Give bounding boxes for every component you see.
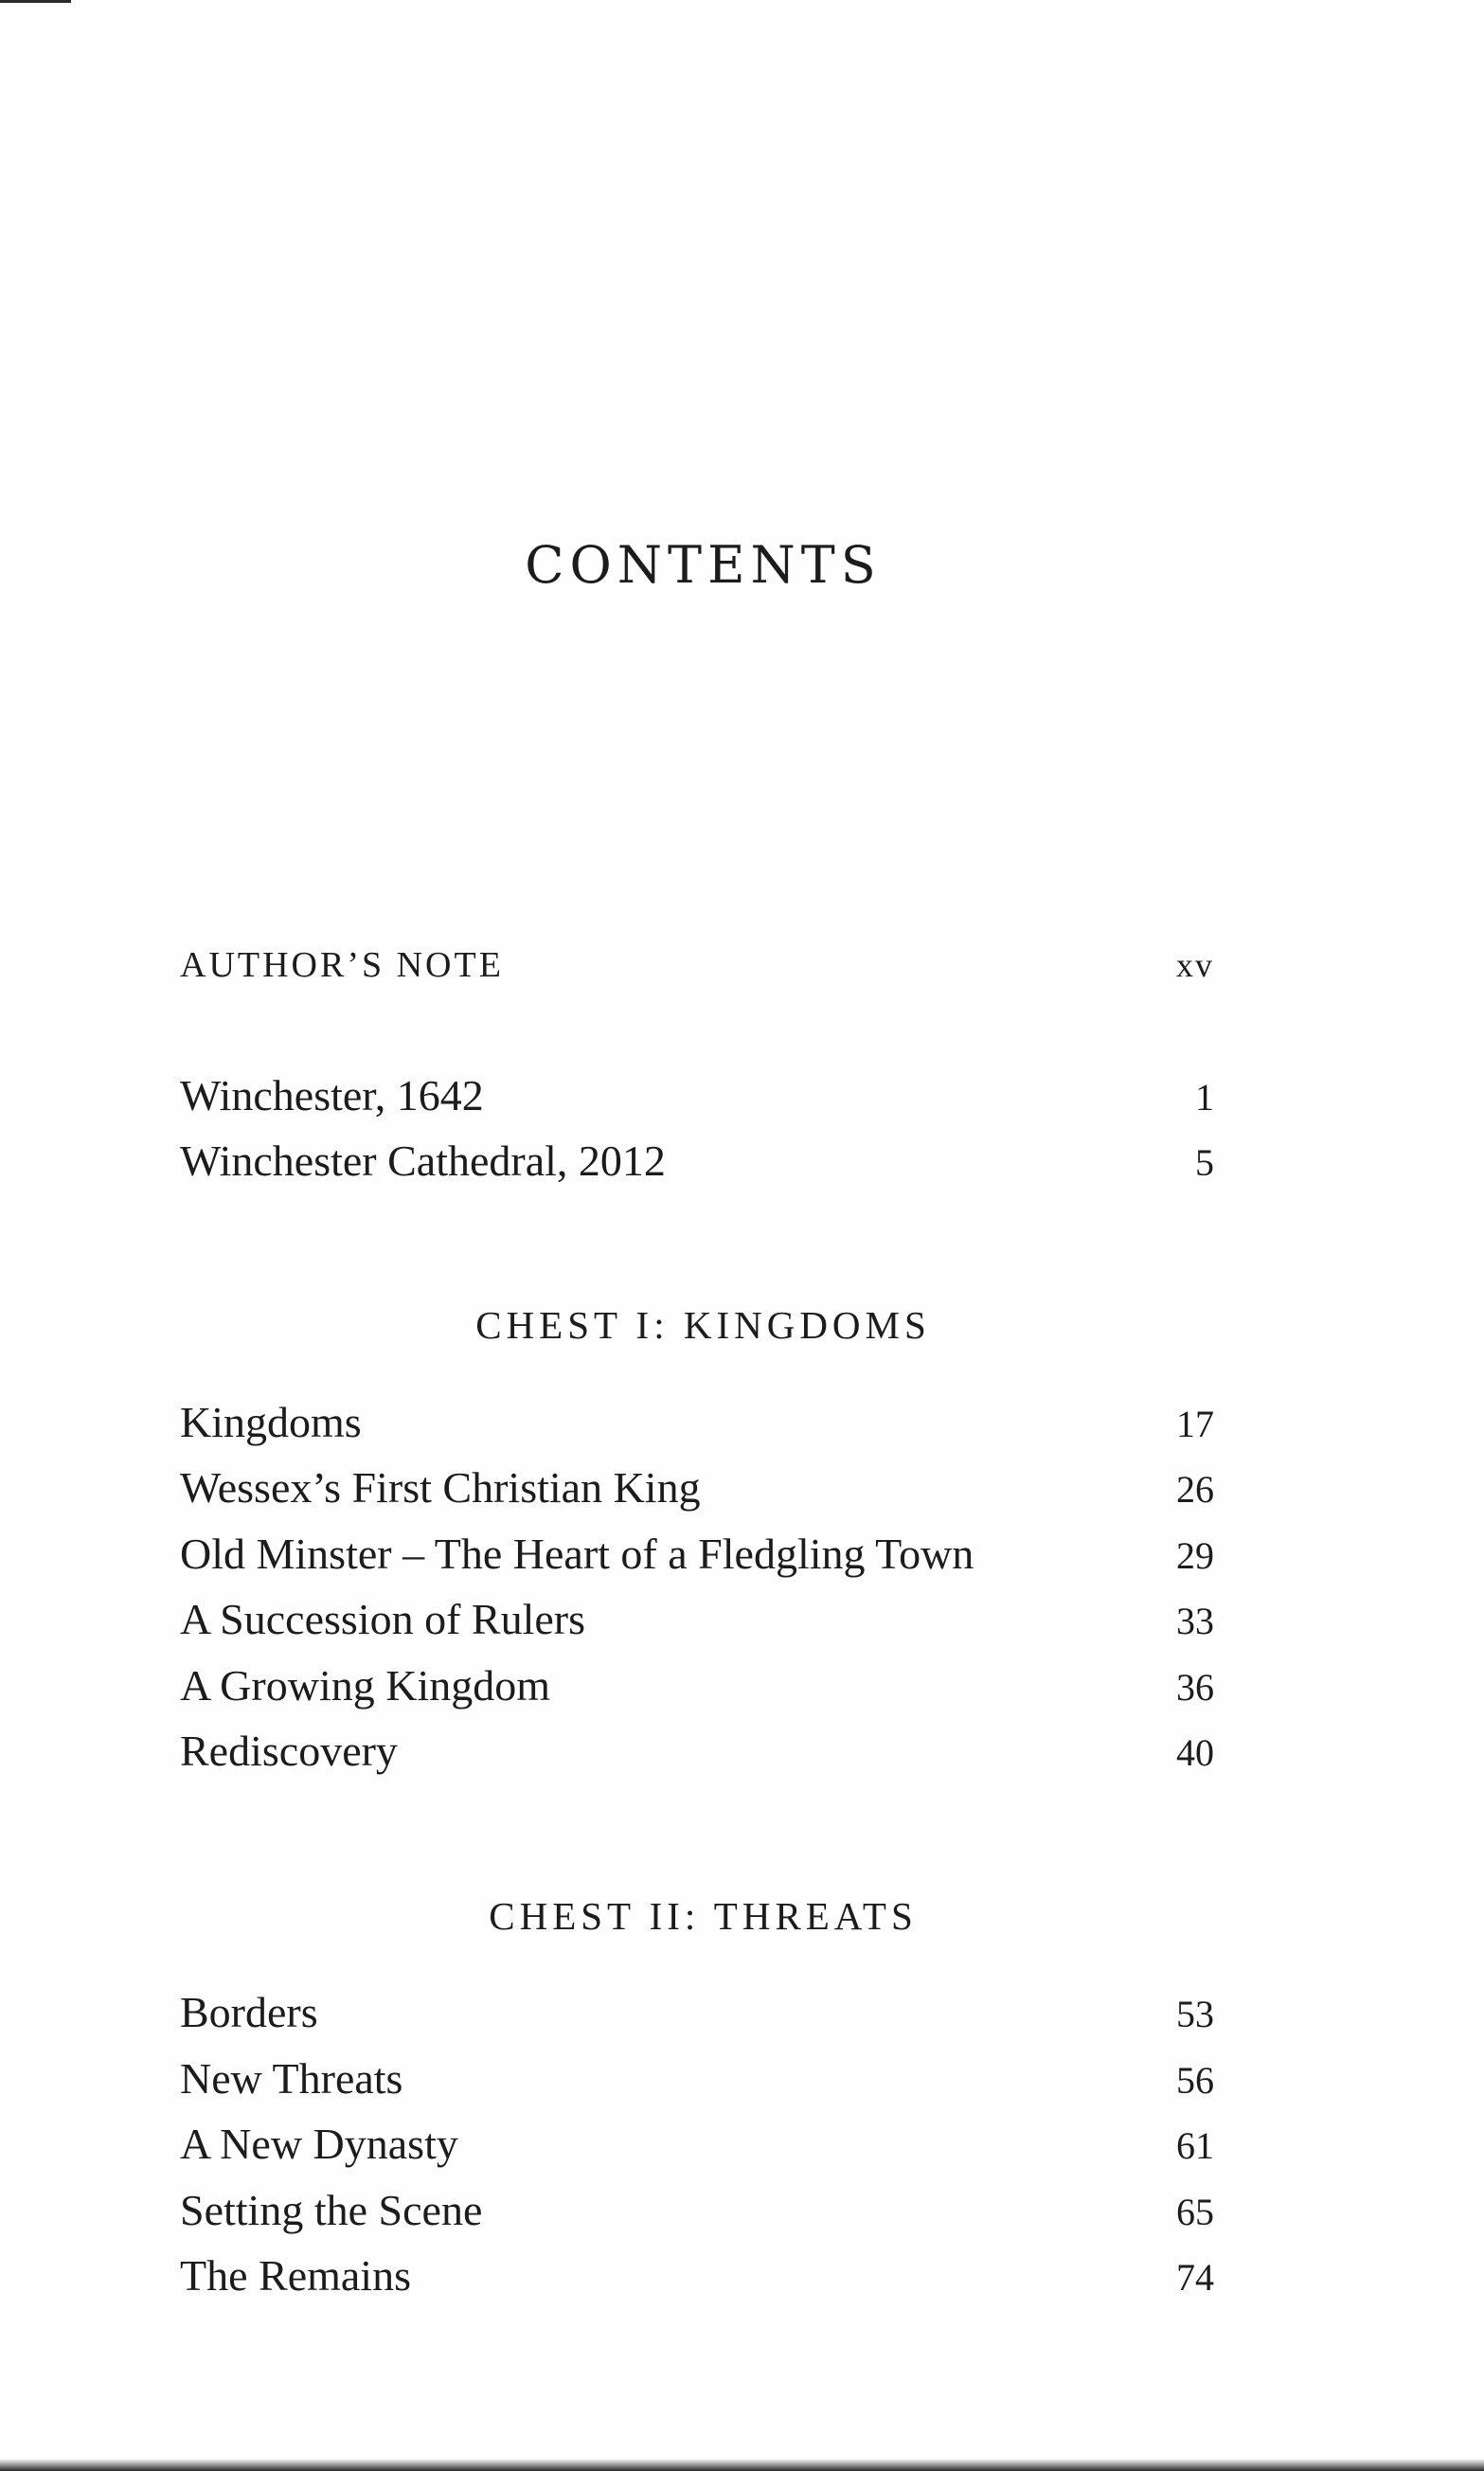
toc-entry-label: A Succession of Rulers bbox=[180, 1595, 586, 1643]
toc-entry-label: New Threats bbox=[180, 2054, 403, 2103]
toc-entry-label: Old Minster – The Heart of a Fledgling Town bbox=[180, 1530, 974, 1578]
toc-entry bbox=[180, 2184, 1214, 2239]
toc-entry-page: 17 bbox=[1176, 1403, 1214, 1445]
toc-entry bbox=[180, 1461, 1214, 1516]
toc-entry bbox=[180, 1069, 1214, 1124]
toc-entry-label: A New Dynasty bbox=[180, 2120, 458, 2168]
toc-entry-page: 29 bbox=[1176, 1534, 1214, 1577]
toc-entry-label: A Growing Kingdom bbox=[180, 1661, 550, 1710]
toc-entry-label: Borders bbox=[180, 1988, 318, 2036]
toc-entry-label: The Remains bbox=[180, 2251, 411, 2300]
toc-entry-page: 36 bbox=[1176, 1666, 1214, 1709]
toc-entry-authors-note bbox=[180, 939, 1214, 992]
page-title: CONTENTS bbox=[525, 535, 882, 595]
toc-entry bbox=[180, 2118, 1214, 2173]
toc-entry bbox=[180, 1135, 1214, 1190]
toc-entry-page: 5 bbox=[1195, 1141, 1214, 1184]
toc-entry-page: 40 bbox=[1176, 1731, 1214, 1774]
toc-entry-page: 26 bbox=[1176, 1468, 1214, 1511]
toc-entry-page: 56 bbox=[1176, 2059, 1214, 2102]
toc-entry-page: 65 bbox=[1176, 2191, 1214, 2233]
toc-entry bbox=[180, 2249, 1214, 2304]
toc-entry bbox=[180, 1396, 1214, 1451]
toc-entry-page: xv bbox=[1176, 946, 1214, 984]
toc-entry bbox=[180, 1528, 1214, 1583]
toc-entry bbox=[180, 1593, 1214, 1648]
toc-entry-label: Rediscovery bbox=[180, 1727, 398, 1775]
toc-entry-label: AUTHOR’S NOTE bbox=[180, 945, 504, 985]
section-heading-chest-2: CHEST II: THREATS bbox=[489, 1894, 918, 1938]
toc-entry-page: 53 bbox=[1176, 1993, 1214, 2035]
toc-entry-label: Winchester, 1642 bbox=[180, 1071, 484, 1119]
scan-edge-bottom bbox=[0, 2459, 1484, 2471]
toc-entry-label: Winchester Cathedral, 2012 bbox=[180, 1137, 666, 1185]
toc-entry bbox=[180, 2052, 1214, 2107]
toc-entry-page: 74 bbox=[1176, 2256, 1214, 2299]
toc-entry-page: 61 bbox=[1176, 2124, 1214, 2167]
toc-entry-label: Wessex’s First Christian King bbox=[180, 1463, 701, 1512]
toc-entry-page: 33 bbox=[1176, 1600, 1214, 1642]
toc-entry bbox=[180, 1725, 1214, 1780]
toc-entry-label: Kingdoms bbox=[180, 1398, 362, 1446]
scan-edge-top bbox=[0, 0, 71, 3]
toc-entry-label: Setting the Scene bbox=[180, 2186, 483, 2234]
toc-entry bbox=[180, 1986, 1214, 2041]
toc-entry-page: 1 bbox=[1195, 1076, 1214, 1119]
toc-entry bbox=[180, 1659, 1214, 1714]
section-heading-chest-1: CHEST I: KINGDOMS bbox=[475, 1303, 931, 1347]
